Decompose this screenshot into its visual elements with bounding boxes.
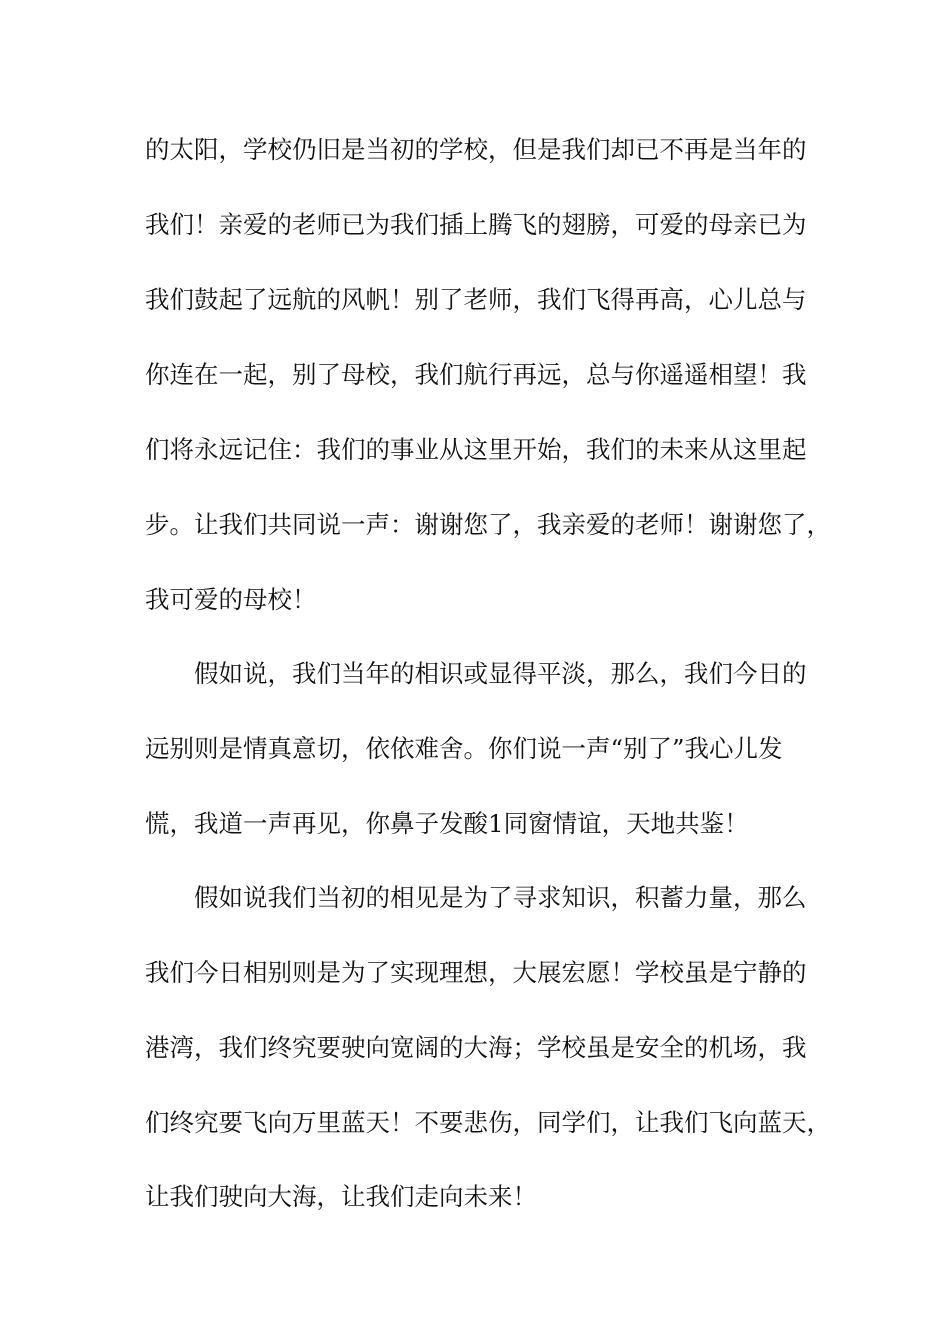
paragraph-first-line: 假如说我们当初的相见是为了寻求知识，积蓄力量，那么 — [194, 883, 807, 912]
text-line: 们终究要飞向万里蓝天！不要悲伤，同学们，让我们飞向蓝天， — [145, 1108, 831, 1137]
text-line: 步。让我们共同说一声：谢谢您了，我亲爱的老师！谢谢您了， — [145, 510, 831, 539]
text-line: 让我们驶向大海，让我们走向未来！ — [145, 1182, 537, 1211]
text-line: 我可爱的母校！ — [145, 585, 317, 614]
text-line: 我们！亲爱的老师已为我们插上腾飞的翅膀，可爱的母亲已为 — [145, 210, 807, 239]
text-line: 我们鼓起了远航的风帆！别了老师，我们飞得再高，心儿总与 — [145, 285, 807, 314]
paragraph-first-line: 假如说，我们当年的相识或显得平淡，那么，我们今日的 — [194, 659, 807, 688]
text-line: 我们今日相别则是为了实现理想，大展宏愿！学校虽是宁静的 — [145, 958, 807, 987]
text-line: 远别则是情真意切，依依难舍。你们说一声“别了”我心儿发 — [145, 734, 783, 763]
text-line: 慌，我道一声再见，你鼻子发酸1同窗情谊，天地共鉴！ — [145, 809, 749, 838]
text-line: 你连在一起，别了母校，我们航行再远，总与你遥遥相望！我 — [145, 360, 807, 389]
text-line: 们将永远记住：我们的事业从这里开始，我们的未来从这里起 — [145, 435, 807, 464]
text-line: 港湾，我们终究要驶向宽阔的大海；学校虽是安全的机场，我 — [145, 1033, 807, 1062]
text-line: 的太阳，学校仍旧是当初的学校，但是我们却已不再是当年的 — [145, 135, 807, 164]
